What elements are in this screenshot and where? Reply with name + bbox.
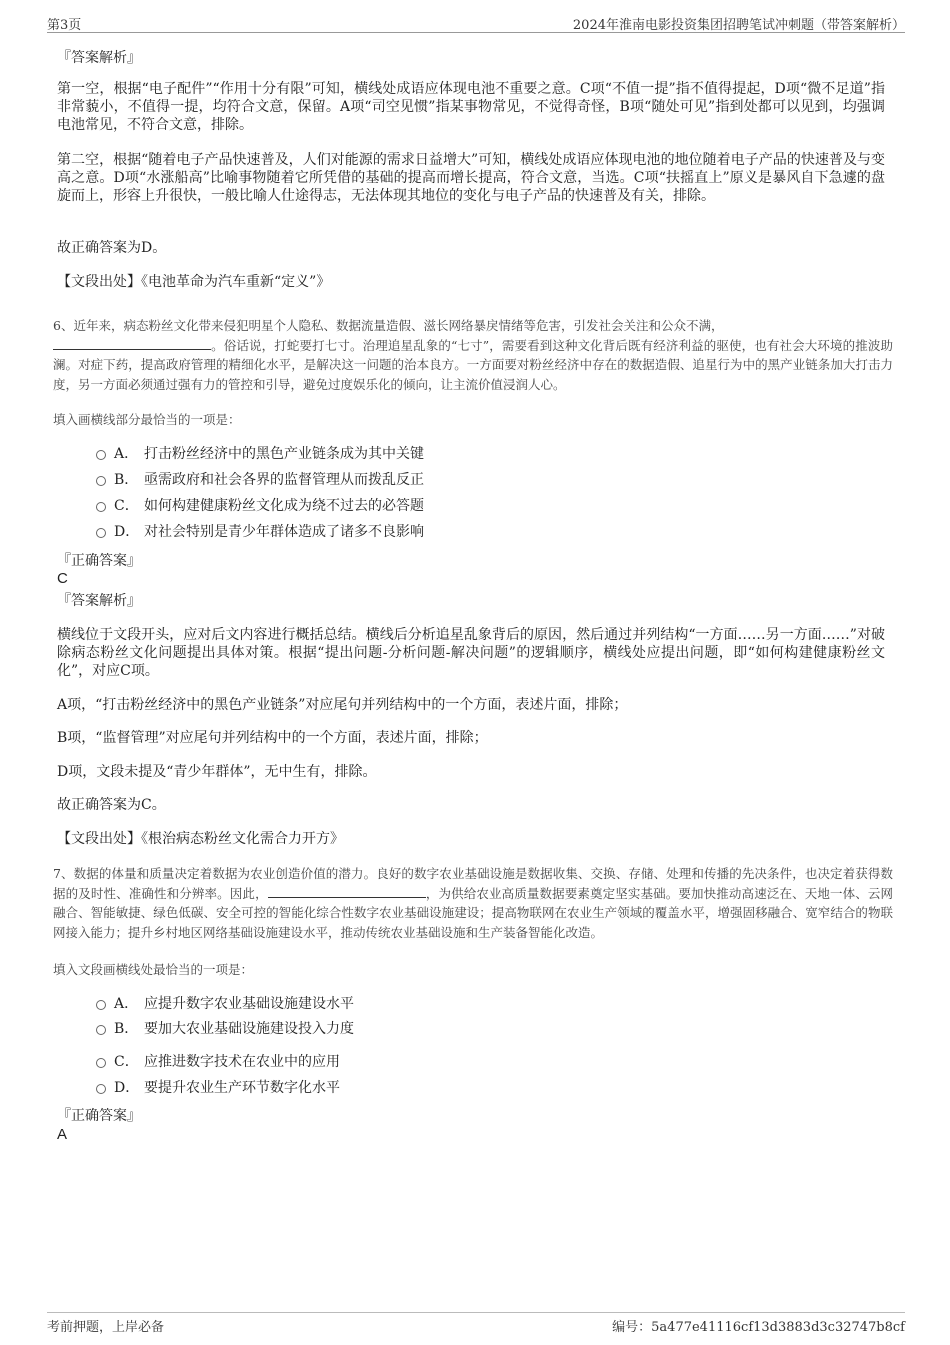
question-prompt: 填入文段画横线处最恰当的一项是： — [53, 962, 254, 977]
conclusion: 故正确答案为C。 — [57, 797, 166, 813]
radio-icon[interactable] — [96, 1058, 106, 1068]
correct-answer-label: 『正确答案』 — [57, 1108, 141, 1124]
analysis-paragraph: 第二空，根据“随着电子产品快速普及，人们对能源的需求日益增大”可知，横线处成语应体现电池的地位随着电子产品的快速普及与变高之意。D项“水涨船高”比喻事物随着它所凭借的基础的提高而增长提高，符合文意，当选。C项“扶摇直上”原义是暴风自下急遽的盘旋而上，形容上升很快，一般比喻人仕途得志，无法体现其地位的变化与电子产品的快速普及有关，排除。 — [57, 152, 885, 204]
analysis-paragraph: D项，文段未提及“青少年群体”，无中生有，排除。 — [57, 764, 377, 780]
option-b[interactable]: B． 要加大农业基础设施建设投入力度 — [96, 1020, 354, 1038]
radio-icon[interactable] — [96, 502, 106, 512]
page-number: 第3页 — [47, 18, 82, 33]
document-title: 2024年淮南电影投资集团招聘笔试冲刺题（带答案解析） — [572, 18, 905, 33]
correct-answer-label: 『正确答案』 — [57, 553, 141, 569]
page-footer — [47, 1312, 905, 1336]
source-citation: 【文段出处】《根治病态粉丝文化需合力开方》 — [57, 831, 344, 847]
radio-icon[interactable] — [96, 450, 106, 460]
analysis-paragraph: 第一空，根据“电子配件”“作用十分有限”可知，横线处成语应体现电池不重要之意。C项“不值一提”指不值得提起，D项“微不足道”指非常藐小，不值得一提，均符合文意，保留。A项“司空见惯”指某事物常见，不觉得奇怪，B项“随处可见”指到处都可以见到，均强调电池常见，不符合文意，排除。 — [57, 81, 885, 133]
analysis-label: 『答案解析』 — [57, 50, 141, 66]
question-stem: 6、近年来，病态粉丝文化带来侵犯明星个人隐私、数据流量造假、滋长网络暴戾情绪等危害，引发社会关注和公众不满， 。俗话说，打蛇要打七寸。治理追星乱象的“七寸”，需要看到这种文化背后既有经济利益的驱使，也有社会大环境的推波助澜。对症下药，提高政府管理的精细化水平，是解决这一问题的治本良方。一方面要对粉丝经济中存在的数据造假、追星行为中的黑产业链条加大打击力度，另一方面必须通过强有力的管控和引导，避免过度娱乐化的倾向，让主流价值浸润人心。 — [53, 318, 893, 392]
question-prompt: 填入画横线部分最恰当的一项是： — [53, 412, 241, 427]
analysis-paragraph: A项，“打击粉丝经济中的黑色产业链条”对应尾句并列结构中的一个方面，表述片面，排除； — [57, 697, 628, 713]
document-id: 编号：5a477e41116cf13d3883d3c32747b8cf — [612, 1320, 905, 1335]
answer-blank — [268, 884, 426, 898]
option-c[interactable]: C． 如何构建健康粉丝文化成为绕不过去的必答题 — [96, 497, 424, 515]
option-a[interactable]: A． 打击粉丝经济中的黑色产业链条成为其中关键 — [96, 445, 424, 463]
radio-icon[interactable] — [96, 1025, 106, 1035]
option-c[interactable]: C． 应推进数字技术在农业中的应用 — [96, 1053, 340, 1071]
question-stem: 7、数据的体量和质量决定着数据为农业创造价值的潜力。良好的数字农业基础设施是数据收集、交换、存储、处理和传播的先决条件，也决定着获得数据的及时性、准确性和分辨率。因此， ，为供给农业高质量数据要素奠定坚实基础。要加快推动高速泛在、天地一体、云网融合、智能敏捷、绿色低碳、安全可控的智能化综合性数字农业基础设施建设；提高物联网在农业生产领域的覆盖水平，增强固移融合、宽窄结合的物联网接入能力；提升乡村地区网络基础设施建设水平，推动传统农业基础设施和生产装备智能化改造。 — [53, 866, 893, 940]
analysis-paragraph: 横线位于文段开头，应对后文内容进行概括总结。横线后分析追星乱象背后的原因，然后通过并列结构“一方面……另一方面……”对破除病态粉丝文化问题提出具体对策。根据“提出问题-分析问题-解决问题”的逻辑顺序，横线处应提出问题，即“如何构建健康粉丝文化”，对应C项。 — [57, 627, 885, 679]
radio-icon[interactable] — [96, 528, 106, 538]
option-d[interactable]: D． 对社会特别是青少年群体造成了诸多不良影响 — [96, 523, 424, 541]
radio-icon[interactable] — [96, 1000, 106, 1010]
conclusion: 故正确答案为D。 — [57, 240, 167, 256]
option-d[interactable]: D． 要提升农业生产环节数字化水平 — [96, 1079, 340, 1097]
correct-answer: A — [57, 1126, 68, 1143]
radio-icon[interactable] — [96, 1084, 106, 1094]
correct-answer: C — [57, 570, 68, 587]
radio-icon[interactable] — [96, 476, 106, 486]
answer-blank — [53, 336, 211, 350]
source-citation: 【文段出处】《电池革命为汽车重新“定义”》 — [57, 274, 331, 290]
analysis-label: 『答案解析』 — [57, 593, 141, 609]
page-header — [47, 14, 905, 33]
option-b[interactable]: B． 亟需政府和社会各界的监督管理从而拨乱反正 — [96, 471, 424, 489]
analysis-paragraph: B项，“监督管理”对应尾句并列结构中的一个方面，表述片面，排除； — [57, 730, 488, 746]
footer-slogan: 考前押题，上岸必备 — [47, 1320, 165, 1335]
option-a[interactable]: A． 应提升数字农业基础设施建设水平 — [96, 995, 354, 1013]
